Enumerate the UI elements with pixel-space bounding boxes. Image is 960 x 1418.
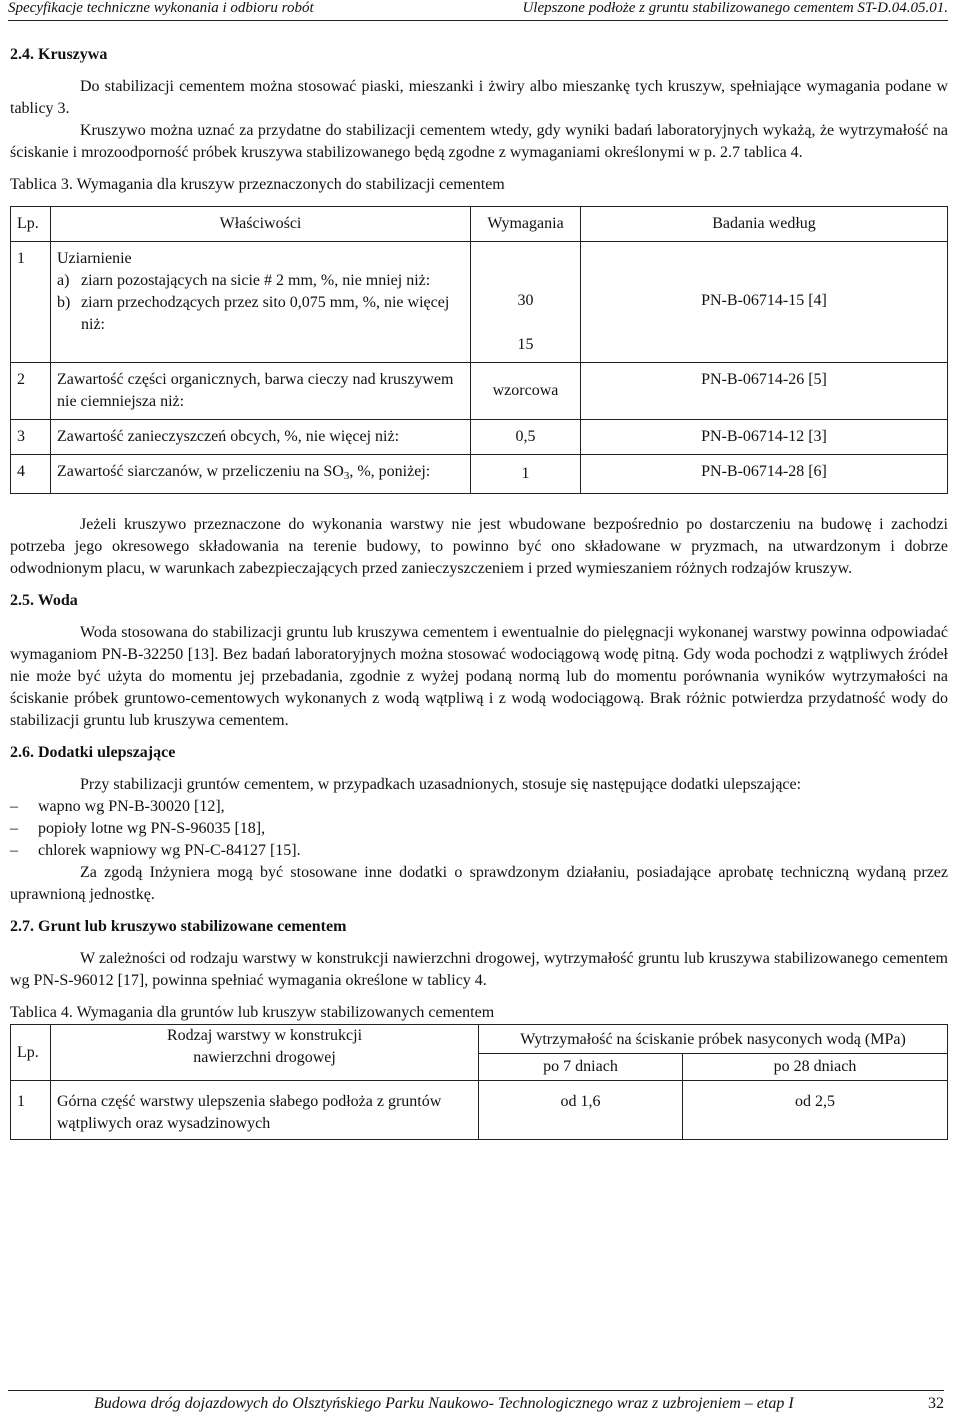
table-cell-property: Zawartość części organicznych, barwa cieczy nad kruszywem nie ciemniejsza niż: bbox=[51, 363, 471, 420]
footer-text: Budowa dróg dojazdowych do Olsztyńskiego Parku Naukowo- Technologicznego wraz z uzbrojeniem – etap I bbox=[94, 1395, 794, 1412]
table-cell-test: PN-B-06714-15 [4] bbox=[581, 242, 948, 363]
table-cell-lp: 3 bbox=[11, 420, 51, 455]
table-header-layer: Rodzaj warstwy w konstrukcji nawierzchni drogowej bbox=[51, 1025, 479, 1081]
section-2-4-paragraph-1: Do stabilizacji cementem można stosować piaski, mieszanki i żwiry albo mieszankę tych kruszyw, spełniające wymagania podane w tablicy 3. bbox=[10, 78, 948, 117]
table-header-7-days: po 7 dniach bbox=[479, 1054, 683, 1081]
page-number: 32 bbox=[928, 1395, 944, 1412]
table-4-caption: Tablica 4. Wymagania dla gruntów lub kruszyw stabilizowanych cementem bbox=[10, 1004, 495, 1021]
table-cell-property bbox=[51, 242, 471, 363]
table-cell-lp: 4 bbox=[11, 455, 51, 494]
table-cell-test: PN-B-06714-28 [6] bbox=[581, 455, 948, 494]
table-cell-requirement: wzorcowa bbox=[471, 363, 581, 420]
table-4-header-row bbox=[11, 1025, 948, 1054]
section-2-6-paragraph-2: Za zgodą Inżyniera mogą być stosowane inne dodatki o sprawdzonym działaniu, posiadające aprobatę techniczną wydaną przez uprawnioną jednostkę. bbox=[10, 864, 948, 903]
table-cell-lp: 1 bbox=[11, 242, 51, 363]
table-header-strength: Wytrzymałość na ściskanie próbek nasyconych wodą (MPa) bbox=[479, 1025, 948, 1054]
requirement-a: 30 bbox=[517, 292, 534, 309]
table-cell-property: Zawartość siarczanów, w przeliczeniu na $SO_3$, %, poniżej: bbox=[51, 455, 471, 494]
section-2-6-title: 2.6. Dodatki ulepszające bbox=[10, 744, 176, 761]
dash-icon: – bbox=[10, 798, 18, 815]
table-3 bbox=[10, 206, 948, 494]
additives-list bbox=[10, 796, 948, 862]
property-item-b: b) ziarn przechodzących przez sito 0,075 mm, %, nie więcej niż: bbox=[57, 294, 450, 333]
table-cell-requirement bbox=[471, 242, 581, 363]
table-header-lp: Lp. bbox=[11, 207, 51, 242]
table-row bbox=[11, 455, 948, 494]
property-item-a: a) ziarn pozostających na sicie # 2 mm, %, nie mniej niż: bbox=[57, 272, 431, 289]
table-row bbox=[11, 242, 948, 363]
section-2-4-title: 2.4. Kruszywa bbox=[10, 46, 108, 63]
table-cell-test: PN-B-06714-26 [5] bbox=[581, 363, 948, 420]
requirement-b: 15 bbox=[517, 336, 534, 353]
section-2-6-paragraph-1: Przy stabilizacji gruntów cementem, w przypadkach uzasadnionych, stosuje się następujące dodatki ulepszające: bbox=[80, 776, 802, 793]
table-header-28-days: po 28 dniach bbox=[683, 1054, 948, 1081]
page-footer bbox=[8, 1390, 944, 1417]
table-cell-lp: 2 bbox=[11, 363, 51, 420]
dash-icon: – bbox=[10, 842, 18, 859]
table-cell-property: Zawartość zanieczyszczeń obcych, %, nie więcej niż: bbox=[51, 420, 471, 455]
section-2-7-paragraph: W zależności od rodzaju warstwy w konstrukcji nawierzchni drogowej, wytrzymałość gruntu lub kruszywa stabilizowanego cementem wg PN-S-96012 [17], powinna spełniać wymagania określone w tablicy 4. bbox=[10, 950, 948, 989]
section-2-4-paragraph-2: Kruszywo można uznać za przydatne do stabilizacji cementem wtedy, gdy wyniki badań laboratoryjnych wykażą, że wytrzymałość na ściskanie i mrozoodporność próbek kruszywa stabilizowanego będą zgodne z wymaganiami określonymi w p. 2.7 tablica 4. bbox=[10, 122, 948, 161]
table-cell-requirement: 1 bbox=[471, 455, 581, 494]
table-3-header-row bbox=[11, 207, 948, 242]
section-2-5-paragraph: Woda stosowana do stabilizacji gruntu lub kruszywa cementem i ewentualnie do pielęgnacji wykonanej warstwy powinna odpowiadać wymaganiom PN-B-32250 [13]. Bez badań laboratoryjnych można stosować wodociągową wodę pitną. Gdy woda pochodzi z wątpliwych źródeł nie może być użyta do momentu jej przebadania, zgodnie z wyżej podaną normą lub do momentu porównania wyników wytrzymałości na ściskanie próbek gruntowo-cementowych wykonanych z wodą wątpliwą i z wodą wodociągową. Brak różnic potwierdza przydatność wody do stabilizacji gruntu lub kruszywa cementem. bbox=[10, 624, 948, 729]
section-2-7-title: 2.7. Grunt lub kruszywo stabilizowane cementem bbox=[10, 918, 347, 935]
table-4 bbox=[10, 1024, 948, 1140]
table-cell-test: PN-B-06714-12 [3] bbox=[581, 420, 948, 455]
page-header bbox=[8, 0, 948, 21]
table-row bbox=[11, 1081, 948, 1140]
list-item: – wapno wg PN-B-30020 [12], bbox=[10, 796, 948, 818]
header-right: Ulepszone podłoże z gruntu stabilizowanego cementem ST-D.04.05.01. bbox=[522, 0, 948, 16]
dash-icon: – bbox=[10, 820, 18, 837]
section-2-5-title: 2.5. Woda bbox=[10, 592, 78, 609]
table-cell-lp: 1 bbox=[11, 1081, 51, 1140]
table-row bbox=[11, 363, 948, 420]
table-header-properties: Właściwości bbox=[51, 207, 471, 242]
table-cell-28-days: od 2,5 bbox=[683, 1081, 948, 1140]
page-content bbox=[10, 44, 948, 1140]
table-row bbox=[11, 420, 948, 455]
table-header-tests: Badania według bbox=[581, 207, 948, 242]
property-title: Uziarnienie bbox=[57, 250, 132, 267]
table-cell-7-days: od 1,6 bbox=[479, 1081, 683, 1140]
list-item: – chlorek wapniowy wg PN-C-84127 [15]. bbox=[10, 840, 948, 862]
table-cell-layer: Górna część warstwy ulepszenia słabego podłoża z gruntów wątpliwych oraz wysadzinowych bbox=[51, 1081, 479, 1140]
storage-paragraph: Jeżeli kruszywo przeznaczone do wykonania warstwy nie jest wbudowane bezpośrednio po dostarczeniu na budowę i zachodzi potrzeba jego okresowego składowania na terenie budowy, to powinno być ono składowane w pryzmach, na utwardzonym i dobrze odwodnionym placu, w warunkach zabezpieczających przed zanieczyszczeniem i przed wymieszaniem różnych rodzajów kruszyw. bbox=[10, 516, 948, 577]
table-header-lp: Lp. bbox=[11, 1025, 51, 1081]
header-left: Specyfikacje techniczne wykonania i odbioru robót bbox=[8, 0, 314, 16]
table-cell-requirement: 0,5 bbox=[471, 420, 581, 455]
table-header-requirements: Wymagania bbox=[471, 207, 581, 242]
list-item: – popioły lotne wg PN-S-96035 [18], bbox=[10, 818, 948, 840]
table-3-caption: Tablica 3. Wymagania dla kruszyw przeznaczonych do stabilizacji cementem bbox=[10, 176, 505, 193]
